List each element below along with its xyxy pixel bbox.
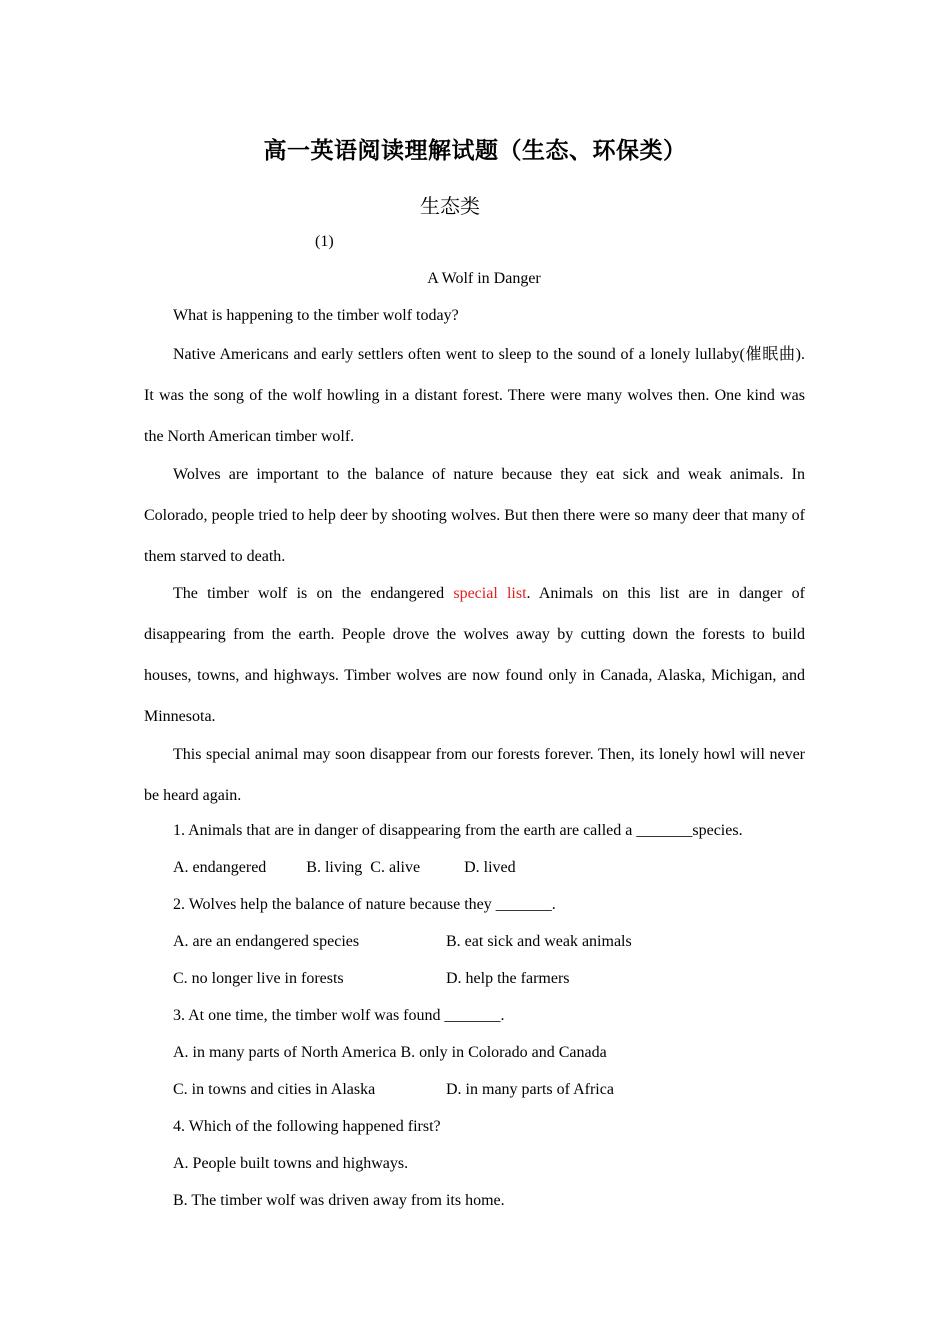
paragraph-4: This special animal may soon disappear from our forests forever. Then, its lonely howl will never be heard again. bbox=[144, 746, 805, 804]
question-3: 3. At one time, the timber wolf was found _______. bbox=[173, 1007, 505, 1024]
question-2-option-b: B. eat sick and weak animals bbox=[446, 933, 632, 950]
section-heading: 生态类 bbox=[420, 194, 480, 218]
question-4-option-a: A. People built towns and highways. bbox=[173, 1155, 409, 1172]
question-2-option-d: D. help the farmers bbox=[446, 970, 570, 987]
question-3-option-d: D. in many parts of Africa bbox=[446, 1081, 614, 1098]
question-2-option-a: A. are an endangered species bbox=[173, 933, 360, 950]
paragraph-2: Wolves are important to the balance of nature because they eat sick and weak animals. In Colorado, people tried to help deer by shooting wolves. But then there were so many deer that many of them starved to death. bbox=[144, 466, 805, 565]
question-2: 2. Wolves help the balance of nature because they _______. bbox=[173, 896, 556, 913]
paragraph-3 bbox=[144, 573, 805, 737]
paragraph-1: Native Americans and early settlers often went to sleep to the sound of a lonely lullaby(催眠曲). It was the song of the wolf howling in a distant forest. There were many wolves then. One kind was the North American timber wolf. bbox=[144, 346, 805, 445]
question-4: 4. Which of the following happened first? bbox=[173, 1118, 441, 1135]
intro-question: What is happening to the timber wolf today? bbox=[173, 307, 459, 324]
question-2-option-c: C. no longer live in forests bbox=[173, 970, 344, 987]
question-4-option-b: B. The timber wolf was driven away from its home. bbox=[173, 1192, 505, 1209]
question-3-option-c: C. in towns and cities in Alaska bbox=[173, 1081, 376, 1098]
question-3-options-ab: A. in many parts of North America B. only in Colorado and Canada bbox=[173, 1044, 607, 1061]
page-title: 高一英语阅读理解试题（生态、环保类） bbox=[263, 138, 687, 164]
passage-title: A Wolf in Danger bbox=[427, 270, 541, 287]
question-1: 1. Animals that are in danger of disappearing from the earth are called a _______species. bbox=[173, 822, 743, 839]
highlighted-term: special list bbox=[453, 585, 527, 602]
passage-number: (1) bbox=[315, 233, 334, 250]
question-1-options: A. endangered B. living C. alive D. lived bbox=[173, 859, 516, 876]
paragraph-3-text-b: . Animals on this list are in danger of disappearing from the earth. People drove the wolves away by cutting down the forests to build houses, towns, and highways. Timber wolves are now found only in Canada, Alaska, Michigan, and Minnesota. bbox=[144, 585, 805, 725]
paragraph-3-text-a: The timber wolf is on the endangered bbox=[173, 585, 454, 602]
